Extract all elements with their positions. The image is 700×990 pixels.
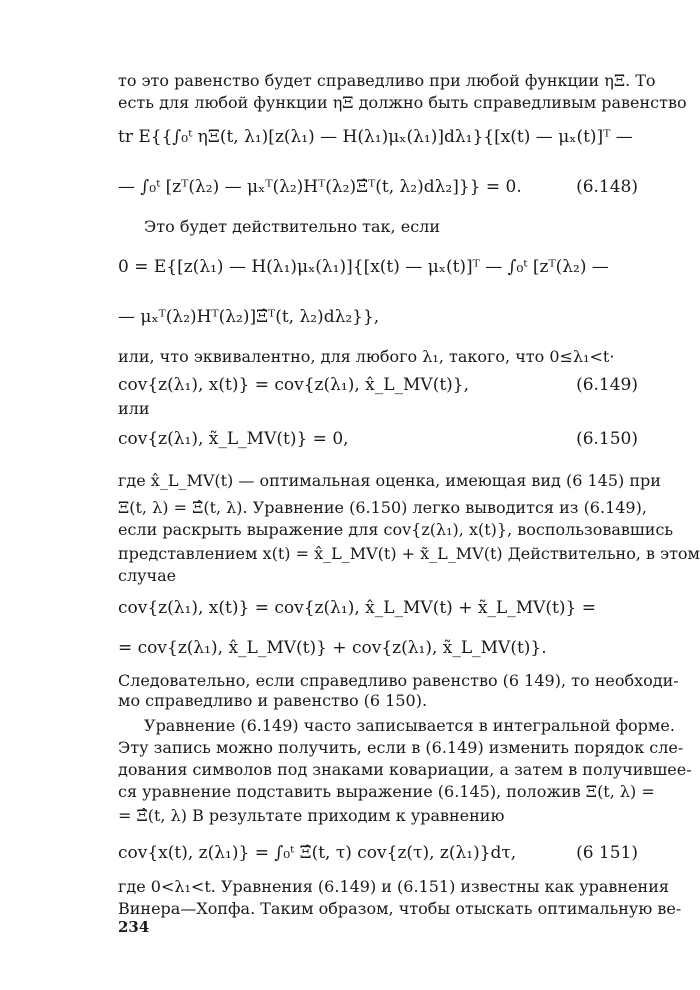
equation-number: (6.150) [576, 429, 638, 449]
text-line: или, что эквивалентно, для любого λ₁, такого, что 0≤λ₁<t· [118, 347, 615, 366]
text-line: где x̂_L_MV(t) — оптимальная оценка, имеющая вид (6 145) при [118, 471, 661, 490]
text-line: мо справедливо и равенство (6 150). [118, 691, 428, 710]
text-line: Следовательно, если справедливо равенство (6 149), то необходи- [118, 671, 679, 690]
text-line: или [118, 399, 150, 418]
equation-line: 0 = E{[z(λ₁) — H(λ₁)μₓ(λ₁)]{[x(t) — μₓ(t)]ᵀ — ∫₀ᵗ [zᵀ(λ₂) — [118, 257, 609, 277]
equation-number: (6.148) [576, 177, 638, 197]
text-line: Ξ(t, λ) = Ξ̂(t, λ). Уравнение (6.150) легко выводится из (6.149), [118, 498, 647, 517]
equation-body: cov{x(t), z(λ₁)} = ∫₀ᵗ Ξ̂(t, τ) cov{z(τ), z(λ₁)}dτ, [118, 843, 517, 863]
equation-line: — μₓᵀ(λ₂)Hᵀ(λ₂)]Ξ̂ᵀ(t, λ₂)dλ₂}}, [118, 307, 380, 327]
equation-line [118, 176, 638, 198]
text-line: Эту запись можно получить, если в (6.149) изменить порядок сле- [118, 738, 684, 757]
text-line: Винера—Хопфа. Таким образом, чтобы отыскать оптимальную ве- [118, 899, 682, 918]
equation-line: tr E{{∫₀ᵗ ηΞ(t, λ₁)[z(λ₁) — H(λ₁)μₓ(λ₁)]dλ₁}{[x(t) — μₓ(t)]ᵀ — [118, 127, 633, 147]
text-line: = Ξ̂(t, λ) В результате приходим к уравнению [118, 806, 505, 825]
equation-line [118, 428, 638, 450]
equation-number: (6 151) [576, 843, 638, 863]
text-line: то это равенство будет справедливо при любой функции ηΞ. То [118, 71, 656, 90]
equation-body: — ∫₀ᵗ [zᵀ(λ₂) — μₓᵀ(λ₂)Hᵀ(λ₂)Ξ̂ᵀ(t, λ₂)dλ₂]}} = 0. [118, 177, 522, 197]
text-line: случае [118, 566, 177, 585]
text-line: представлением x(t) = x̂_L_MV(t) + x̃_L_MV(t) Действительно, в этом [118, 544, 700, 563]
text-line: где 0<λ₁<t. Уравнения (6.149) и (6.151) известны как уравнения [118, 877, 669, 896]
text-line: дования символов под знаками ковариации, а затем в получившее- [118, 760, 692, 779]
equation-number: (6.149) [576, 375, 638, 395]
equation-line [118, 842, 638, 864]
equation-body: cov{z(λ₁), x(t)} = cov{z(λ₁), x̂_L_MV(t)}, [118, 375, 470, 395]
text-line: есть для любой функции ηΞ должно быть справедливым равенство [118, 93, 687, 112]
equation-line: cov{z(λ₁), x(t)} = cov{z(λ₁), x̂_L_MV(t) + x̃_L_MV(t)} = [118, 598, 596, 618]
equation-line [118, 374, 638, 396]
text-line: если раскрыть выражение для cov{z(λ₁), x(t)}, воспользовавшись [118, 520, 674, 539]
equation-body: cov{z(λ₁), x̃_L_MV(t)} = 0, [118, 429, 349, 449]
equation-line: = cov{z(λ₁), x̂_L_MV(t)} + cov{z(λ₁), x̃_L_MV(t)}. [118, 638, 547, 658]
text-line: Уравнение (6.149) часто записывается в интегральной форме. [144, 716, 675, 735]
text-line: Это будет действительно так, если [144, 217, 440, 236]
page-number: 234 [118, 918, 150, 936]
text-line: ся уравнение подставить выражение (6.145), положив Ξ(t, λ) = [118, 782, 655, 801]
